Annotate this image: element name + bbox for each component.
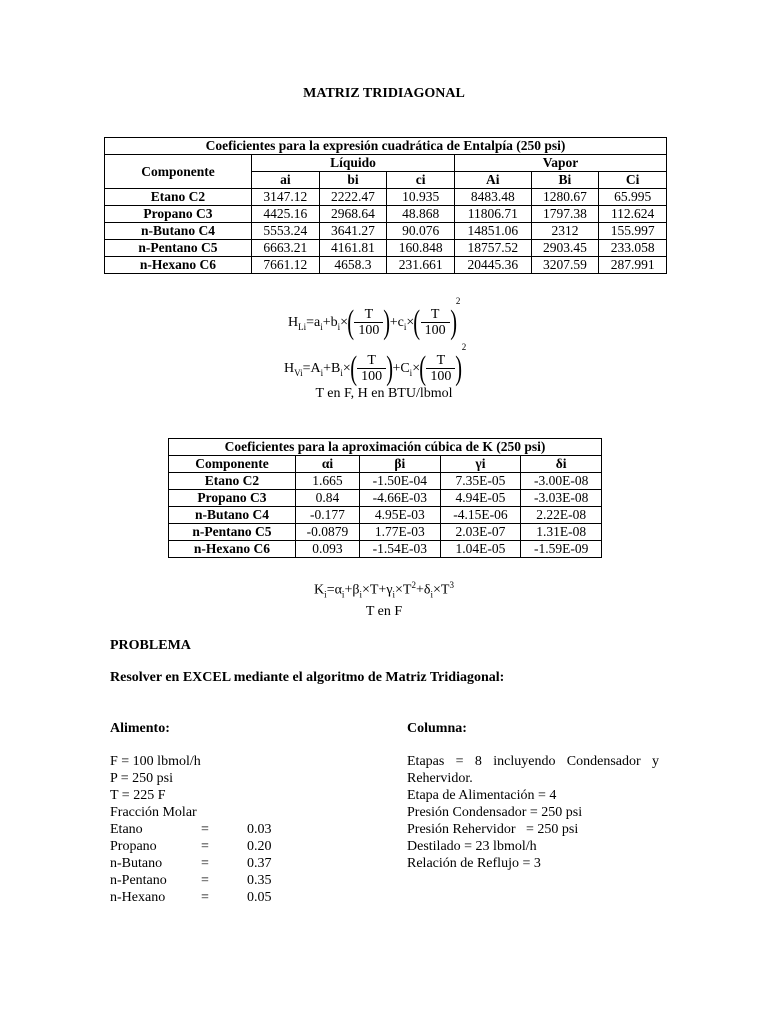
table-row (169, 490, 602, 507)
column-header: δi (521, 456, 602, 473)
table-row (169, 524, 602, 541)
table-cell: 4658.3 (319, 257, 387, 274)
column-line: Presión Condensador = 250 psi (407, 805, 583, 820)
table-cell: 2.03E-07 (440, 524, 521, 541)
table-row (169, 473, 602, 490)
column-line: Relación de Reflujo = 3 (407, 856, 541, 871)
column-header: ai (252, 172, 320, 189)
table-cell: 155.997 (599, 223, 667, 240)
mole-fraction-value: 0.35 (247, 873, 272, 888)
table-cell: 90.076 (387, 223, 455, 240)
column-section (407, 753, 659, 872)
table-cell: 1280.67 (531, 189, 599, 206)
table-cell: 14851.06 (454, 223, 531, 240)
vapor-header: Vapor (454, 155, 666, 172)
column-header: βi (359, 456, 440, 473)
column-header: Ai (454, 172, 531, 189)
table-cell: -3.00E-08 (521, 473, 602, 490)
column-header: Bi (531, 172, 599, 189)
table-cell: 3207.59 (531, 257, 599, 274)
mole-fraction-name: Propano (110, 839, 157, 854)
table-row (105, 206, 667, 223)
table-cell: 1.77E-03 (359, 524, 440, 541)
component-name: n-Butano C4 (105, 223, 252, 240)
column-line: Etapa de Alimentación = 4 (407, 788, 557, 803)
column-header: αi (296, 456, 360, 473)
component-name: Propano C3 (169, 490, 296, 507)
table-cell: 2903.45 (531, 240, 599, 257)
table-cell: 20445.36 (454, 257, 531, 274)
table-cell: 2.22E-08 (521, 507, 602, 524)
table-row (105, 189, 667, 206)
liquid-enthalpy-formula: $H_{Li}=a_i+b_i\times$( $\frac{T}{100}$ )$+c_i\times$( $\frac{T}{100}$ )$^2$ (288, 296, 461, 341)
mole-fraction-list (110, 821, 360, 906)
component-name: n-Pentano C5 (105, 240, 252, 257)
table-cell: 3641.27 (319, 223, 387, 240)
table-cell: 231.661 (387, 257, 455, 274)
mole-fraction-value: 0.20 (247, 839, 272, 854)
feed-line: T = 225 F (110, 788, 166, 803)
problem-statement: Resolver en EXCEL mediante el algoritmo de Matriz Tridiagonal: (110, 670, 505, 685)
vapor-enthalpy-formula: $H_{Vi}=A_i+B_i\times$( $\frac{T}{100}$ )$+C_i\times$( $\frac{T}{100}$ )$^2$ (284, 342, 467, 387)
feed-section (110, 753, 360, 906)
component-header: Componente (169, 456, 296, 473)
table-cell: 10.935 (387, 189, 455, 206)
table-cell: 8483.48 (454, 189, 531, 206)
table-cell: 233.058 (599, 240, 667, 257)
table-caption: Coeficientes para la expresión cuadrática de Entalpía (250 psi) (105, 138, 667, 155)
table-cell: 65.995 (599, 189, 667, 206)
component-name: Propano C3 (105, 206, 252, 223)
table-cell: 7661.12 (252, 257, 320, 274)
mole-fraction-value: 0.37 (247, 856, 272, 871)
k-coefficients-table (168, 438, 602, 558)
enthalpy-coefficients-table (104, 137, 667, 274)
table-cell: 0.84 (296, 490, 360, 507)
page-title: MATRIZ TRIDIAGONAL (303, 86, 465, 101)
mole-fraction-name: n-Pentano (110, 873, 167, 888)
k-formula: $K_i=\alpha_i+\beta_i\times T+\gamma_i\times T^2+\delta_i\times T^3$ (314, 580, 454, 600)
feed-line: P = 250 psi (110, 771, 173, 786)
feed-line: Fracción Molar (110, 805, 197, 820)
table-cell: 3147.12 (252, 189, 320, 206)
table-row (169, 507, 602, 524)
table-cell: -0.177 (296, 507, 360, 524)
mole-fraction-eq: = (201, 856, 209, 871)
liquid-header: Líquido (252, 155, 455, 172)
component-name: Etano C2 (169, 473, 296, 490)
k-units-note: T en F (365, 604, 403, 619)
table-cell: 160.848 (387, 240, 455, 257)
table-cell: 4425.16 (252, 206, 320, 223)
table-row (105, 223, 667, 240)
table-cell: 112.624 (599, 206, 667, 223)
mole-fraction-name: n-Butano (110, 856, 163, 871)
table-cell: 18757.52 (454, 240, 531, 257)
table-row (169, 541, 602, 558)
mole-fraction-eq: = (201, 822, 209, 837)
table-cell: 48.868 (387, 206, 455, 223)
mole-fraction-eq: = (201, 890, 209, 905)
table-cell: 4.94E-05 (440, 490, 521, 507)
mole-fraction-value: 0.03 (247, 822, 272, 837)
feed-heading: Alimento: (110, 721, 170, 736)
component-header: Componente (105, 155, 252, 189)
table-cell: 0.093 (296, 541, 360, 558)
component-name: n-Pentano C5 (169, 524, 296, 541)
mole-fraction-value: 0.05 (247, 890, 272, 905)
feed-line: F = 100 lbmol/h (110, 754, 201, 769)
table-cell: 4.95E-03 (359, 507, 440, 524)
column-header: Ci (599, 172, 667, 189)
table-cell: 1.04E-05 (440, 541, 521, 558)
table-cell: 11806.71 (454, 206, 531, 223)
mole-fraction-eq: = (201, 839, 209, 854)
table-cell: -0.0879 (296, 524, 360, 541)
table-cell: 4161.81 (319, 240, 387, 257)
mole-fraction-name: Etano (110, 822, 143, 837)
table-cell: 1797.38 (531, 206, 599, 223)
table-cell: -3.03E-08 (521, 490, 602, 507)
table-cell: -4.15E-06 (440, 507, 521, 524)
column-line: Rehervidor. (407, 771, 473, 786)
column-line: Presión Rehervidor = 250 psi (407, 822, 579, 837)
column-heading: Columna: (407, 721, 467, 736)
component-name: n-Hexano C6 (169, 541, 296, 558)
table-row (105, 257, 667, 274)
column-header: ci (387, 172, 455, 189)
enthalpy-units-note: T en F, H en BTU/lbmol (315, 386, 453, 401)
mole-fraction-name: n-Hexano (110, 890, 166, 905)
table-cell: 6663.21 (252, 240, 320, 257)
table-cell: 2222.47 (319, 189, 387, 206)
table-cell: 287.991 (599, 257, 667, 274)
table-cell: -1.54E-03 (359, 541, 440, 558)
component-name: n-Butano C4 (169, 507, 296, 524)
table-cell: 2312 (531, 223, 599, 240)
column-header: γi (440, 456, 521, 473)
table-cell: 2968.64 (319, 206, 387, 223)
component-name: n-Hexano C6 (105, 257, 252, 274)
problem-heading: PROBLEMA (110, 638, 191, 653)
table-cell: -1.50E-04 (359, 473, 440, 490)
table-cell: 1.665 (296, 473, 360, 490)
table-cell: -1.59E-09 (521, 541, 602, 558)
column-header: bi (319, 172, 387, 189)
table-cell: 7.35E-05 (440, 473, 521, 490)
table-cell: -4.66E-03 (359, 490, 440, 507)
mole-fraction-eq: = (201, 873, 209, 888)
column-line: Etapas = 8 incluyendo Condensador y (407, 754, 659, 769)
table-cell: 1.31E-08 (521, 524, 602, 541)
column-line: Destilado = 23 lbmol/h (407, 839, 537, 854)
table-cell: 5553.24 (252, 223, 320, 240)
component-name: Etano C2 (105, 189, 252, 206)
table-caption: Coeficientes para la aproximación cúbica de K (250 psi) (169, 439, 602, 456)
table-row (105, 240, 667, 257)
